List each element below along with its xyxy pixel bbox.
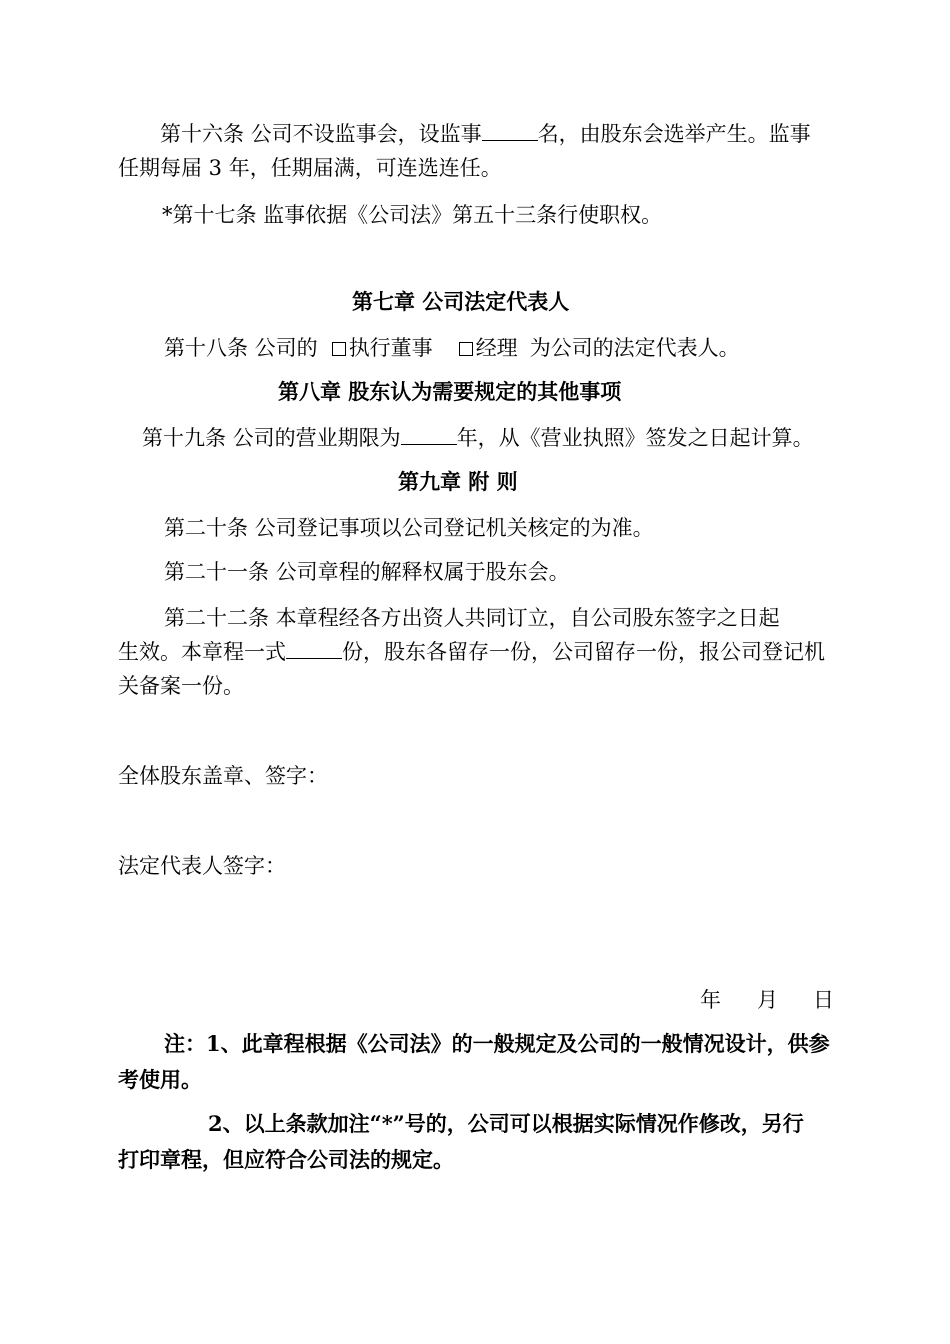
supervisor-count-blank[interactable]: [482, 120, 538, 141]
article-22-line-2: [118, 638, 825, 666]
note-1-line-2: 考使用。: [118, 1067, 202, 1092]
article-22-line-3: 关备案一份。: [118, 674, 244, 698]
date-day-label: 日: [813, 988, 834, 1012]
article-16-text-a: 第十六条 公司不设监事会，设监事: [160, 122, 482, 146]
option-manager-label: 经理: [475, 336, 518, 360]
article-18-text-b: 为公司的法定代表人。: [529, 336, 740, 360]
article-19-text-b: 年，从《营业执照》签发之日起计算。: [456, 426, 814, 450]
chapter-9-heading: 第九章 附 则: [398, 469, 518, 494]
chapter-8-heading: 第八章 股东认为需要规定的其他事项: [278, 379, 622, 404]
note-1-line-1: 注：1、此章程根据《公司法》的一般规定及公司的一般情况设计，供参: [164, 1031, 830, 1056]
checkbox-executive-director[interactable]: [332, 342, 346, 356]
date-year-label: 年: [700, 988, 721, 1012]
article-17: *第十七条 监事依据《公司法》第五十三条行使职权。: [162, 203, 663, 227]
legal-representative-signature-label: 法定代表人签字：: [118, 854, 286, 878]
chapter-7-heading: 第七章 公司法定代表人: [352, 289, 570, 314]
article-22-text-b2: 份，股东各留存一份，公司留存一份，报公司登记机: [342, 640, 825, 664]
date-month-label: 月: [757, 988, 778, 1012]
article-22-line-1: 第二十二条 本章程经各方出资人共同订立，自公司股东签字之日起: [164, 606, 780, 630]
article-19-text-a: 第十九条 公司的营业期限为: [142, 426, 401, 450]
article-19: [142, 424, 814, 452]
note-2-line-2: 打印章程，但应符合公司法的规定。: [118, 1147, 454, 1172]
article-21: 第二十一条 公司章程的解释权属于股东会。: [164, 560, 570, 584]
copies-count-blank[interactable]: [286, 638, 342, 659]
option-executive-director-label: 执行董事: [348, 336, 433, 360]
all-shareholders-signature-label: 全体股东盖章、签字：: [118, 764, 328, 788]
article-18: [164, 334, 740, 362]
article-22-text-b1: 生效。本章程一式: [118, 640, 286, 664]
article-16-text-b: 名，由股东会选举产生。监事: [537, 122, 811, 146]
note-2-line-1: 2、以上条款加注“*”号的，公司可以根据实际情况作修改，另行: [208, 1111, 804, 1136]
article-18-text-a: 第十八条 公司的: [164, 336, 318, 360]
article-20: 第二十条 公司登记事项以公司登记机关核定的为准。: [164, 516, 654, 540]
checkbox-manager[interactable]: [459, 342, 473, 356]
article-16-line-2: 任期每届 3 年，任期届满，可连选连任。: [118, 156, 502, 180]
article-16-line-1: [160, 120, 811, 148]
business-term-blank[interactable]: [401, 424, 457, 445]
